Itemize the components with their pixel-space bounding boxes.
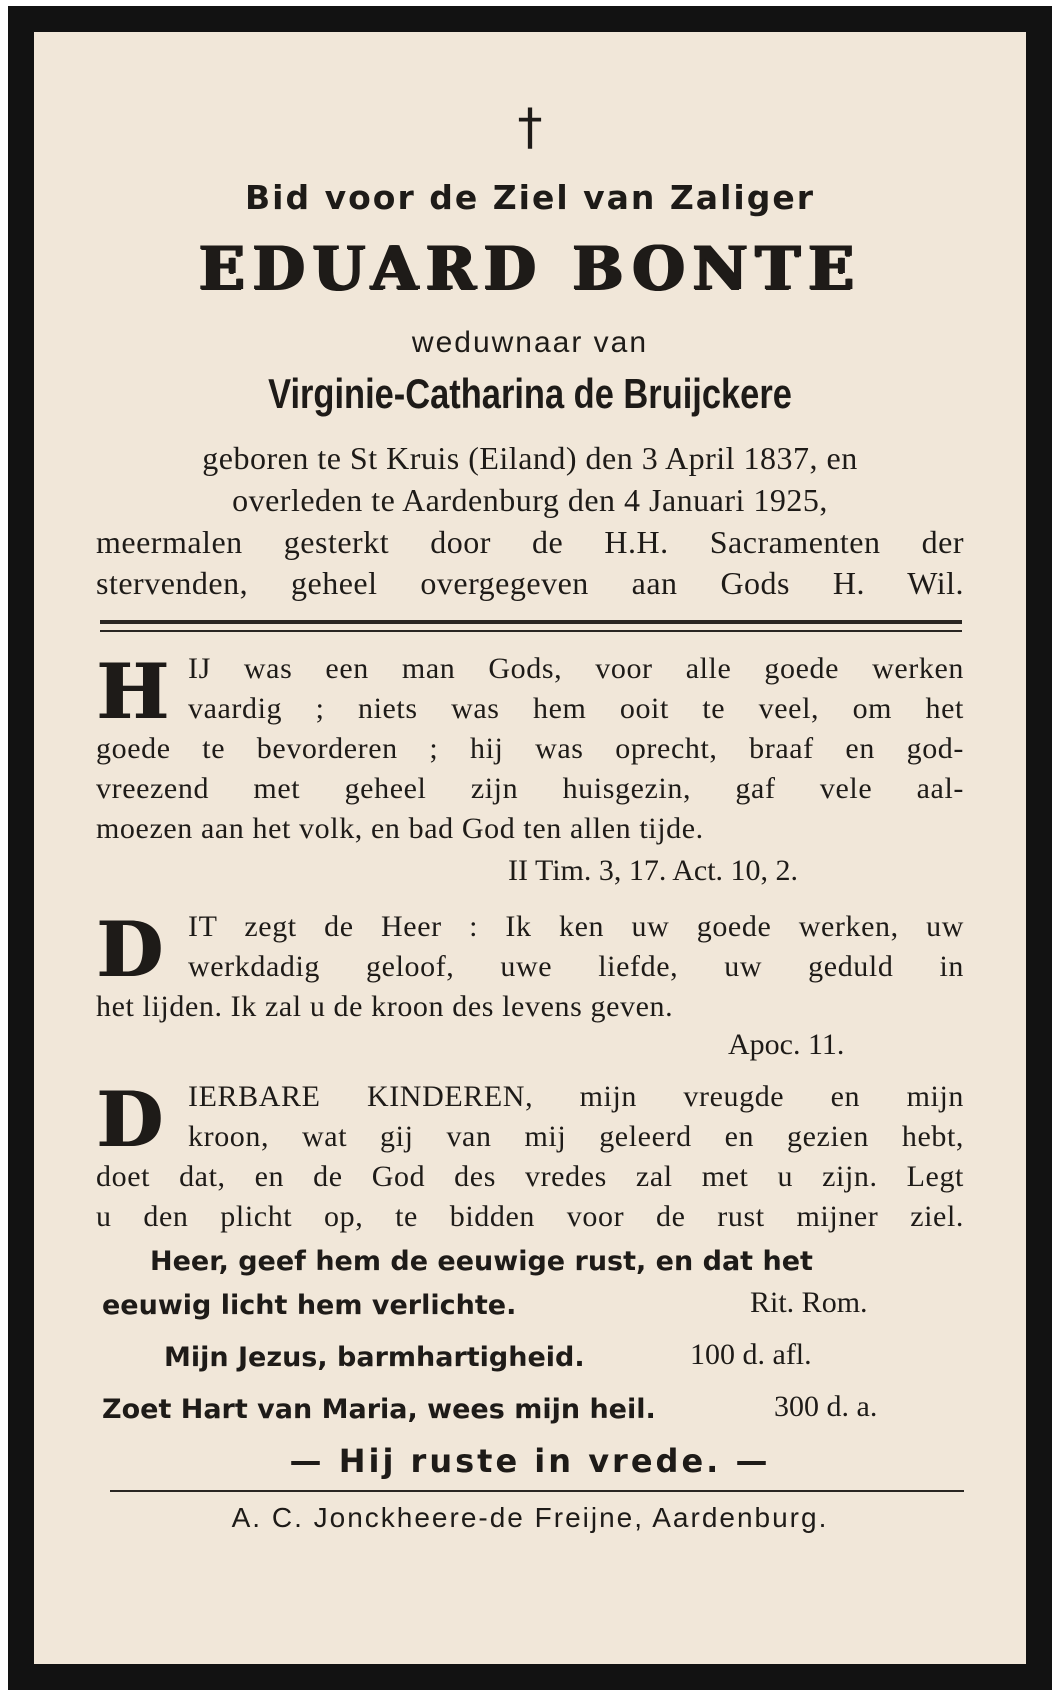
paragraph-3 bbox=[96, 1075, 964, 1250]
footer-divider bbox=[110, 1490, 964, 1492]
drop-cap: H bbox=[96, 647, 169, 736]
paragraph-3-line-1: IERBARE KINDEREN, mijn vreugde en mijn bbox=[188, 1080, 964, 1113]
paragraph-1-line-3: goede te bevorderen ; hij was oprecht, braaf en god- bbox=[96, 732, 964, 765]
drop-cap: D bbox=[96, 1075, 163, 1164]
paragraph-1-citation: II Tim. 3, 17. Act. 10, 2. bbox=[508, 854, 799, 887]
paragraph-2-line-1: IT zegt de Heer : Ik ken uw goede werken, uw bbox=[188, 910, 964, 943]
prayer-line-3: Mijn Jezus, barmhartigheid. bbox=[164, 1342, 585, 1373]
paragraph-2-line-2: werkdadig geloof, uwe liefde, uw geduld in bbox=[188, 950, 964, 983]
bio-line-3: meermalen gesterkt door de H.H. Sacramenten der bbox=[96, 524, 964, 560]
bio-line-1: geboren te St Kruis (Eiland) den 3 April 1837, en bbox=[202, 440, 858, 476]
paragraph-1 bbox=[96, 647, 964, 882]
prayer-line-4: Zoet Hart van Maria, wees mijn heil. bbox=[102, 1394, 656, 1425]
card-paper bbox=[34, 32, 1026, 1664]
paragraph-1-line-1: IJ was een man Gods, voor alle goede werken bbox=[188, 652, 964, 685]
printer-credit: A. C. Jonckheere-de Freijne, Aardenburg. bbox=[231, 1502, 829, 1533]
drop-cap: D bbox=[96, 905, 163, 994]
paragraph-3-line-2: kroon, wat gij van mij geleerd en gezien hebt, bbox=[188, 1120, 964, 1153]
memorial-card bbox=[8, 6, 1052, 1690]
ornamental-divider bbox=[100, 620, 962, 632]
widower-label: weduwnaar van bbox=[411, 326, 649, 359]
prayer-line-1: Heer, geef hem de eeuwige rust, en dat het bbox=[150, 1246, 813, 1277]
paragraph-1-line-2: vaardig ; niets was hem ooit te veel, om het bbox=[188, 692, 964, 725]
closing-prayer: — Hij ruste in vrede. — bbox=[289, 1442, 771, 1480]
spouse-name: Virginie-Catharina de Bruijckere bbox=[268, 370, 792, 417]
bio-line-2: overleden te Aardenburg den 4 Januari 1925, bbox=[232, 482, 828, 518]
cross-icon: † bbox=[517, 98, 543, 156]
paragraph-2-line-3: het lijden. Ik zal u de kroon des levens geven. bbox=[96, 990, 674, 1023]
paragraph-3-line-3: doet dat, en de God des vredes zal met u zijn. Legt bbox=[96, 1160, 964, 1193]
prayer-line-2-citation: Rit. Rom. bbox=[750, 1286, 868, 1319]
paragraph-2 bbox=[96, 905, 964, 1040]
indulgence-300: 300 d. a. bbox=[774, 1390, 878, 1423]
paragraph-2-citation: Apoc. 11. bbox=[728, 1028, 845, 1061]
paragraph-3-line-4: u den plicht op, te bidden voor de rust mijner ziel. bbox=[96, 1200, 964, 1233]
bio-line-4: stervenden, geheel overgegeven aan Gods H. Wil. bbox=[96, 565, 964, 601]
prayer-heading: Bid voor de Ziel van Zaliger bbox=[245, 178, 815, 217]
indulgence-100: 100 d. afl. bbox=[690, 1338, 812, 1371]
prayer-line-2: eeuwig licht hem verlichte. bbox=[102, 1290, 517, 1321]
deceased-name: EDUARD BONTE bbox=[198, 234, 862, 304]
paragraph-1-line-4: vreezend met geheel zijn huisgezin, gaf vele aal- bbox=[96, 772, 964, 805]
paragraph-1-line-5: moezen aan het volk, en bad God ten allen tijde. bbox=[96, 812, 704, 845]
